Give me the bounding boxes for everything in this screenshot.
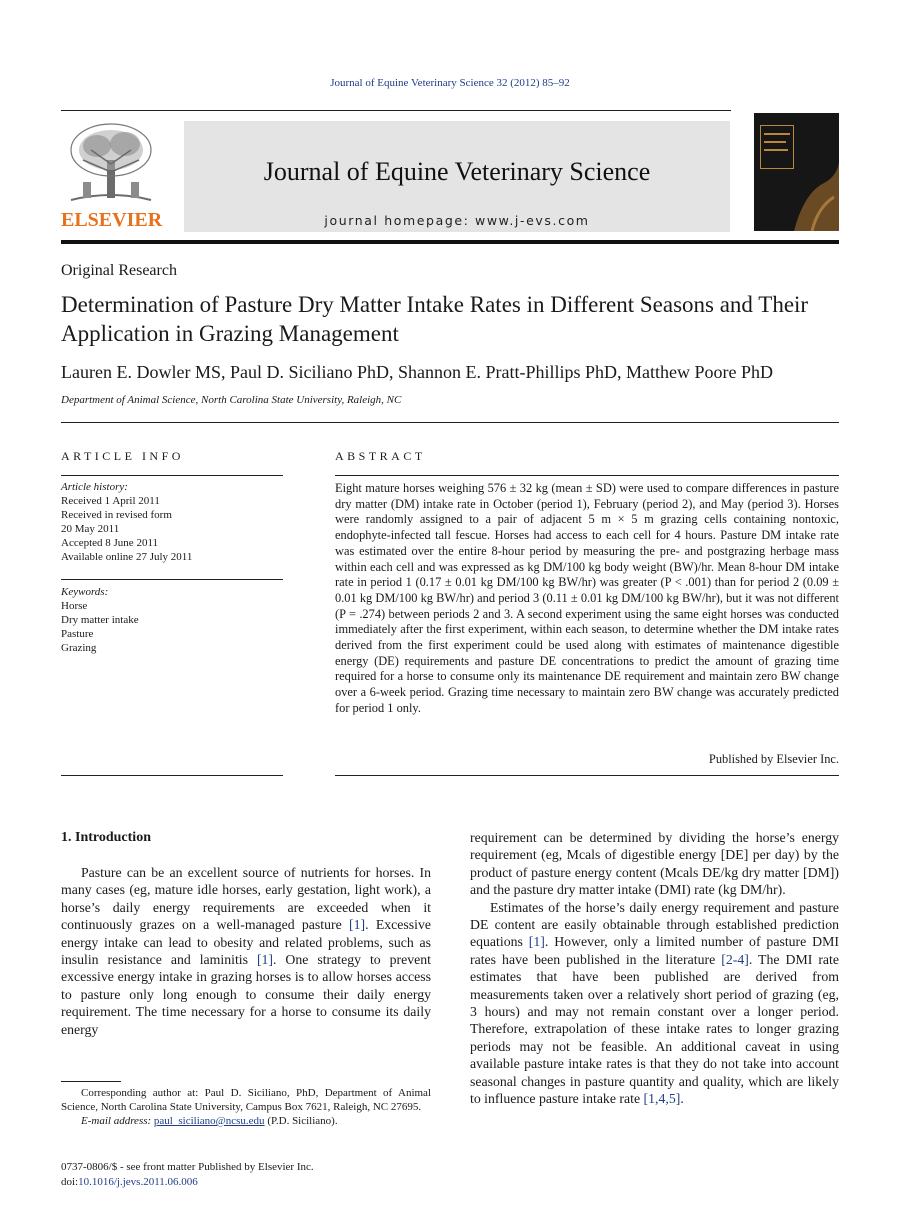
journal-title: Journal of Equine Veterinary Science xyxy=(263,157,651,186)
title-bottom-rule xyxy=(61,422,839,423)
keywords-rule xyxy=(61,579,283,580)
corresponding-author-footnote xyxy=(61,1086,431,1128)
keyword-item: Grazing xyxy=(61,642,97,654)
paragraph: requirement can be determined by dividing the horse’s energy requirement (eg, Mcals of digestible energy [DE] per day) by the product of pasture energy content (Mcals DE/kg dry matter [DM]) and the pasture dry matter intake (DMI) rate (kg DM/hr). xyxy=(470,830,839,898)
article-info-bottom-rule xyxy=(61,775,283,776)
header-rule xyxy=(61,110,731,111)
history-item: Received in revised form xyxy=(61,509,172,521)
history-item: 20 May 2011 xyxy=(61,523,120,535)
keyword-item: Pasture xyxy=(61,628,94,640)
journal-banner xyxy=(184,121,730,232)
tree-logo-icon xyxy=(61,120,161,210)
corresponding-author: Corresponding author at: Paul D. Siciliano, PhD, Department of Animal Science, North Carolina State University, Campus Box 7621, Raleigh, NC 27695. xyxy=(61,1087,431,1113)
paragraph: Pasture can be an excellent source of nutrients for horses. In many cases (eg, mature idle horses, early gestation, light work), a horse’s daily energy requirements are exceeded when it continuously grazes on a well-managed pasture [1]. Excessive energy intake can lead to obesity and related problems, such as insulin resistance and laminitis [1]. One strategy to prevent excessive energy intake in grazing horses is to allow horses access to pasture only long enough to consume their daily energy requirement. The time necessary for a horse to consume its daily energy xyxy=(61,865,432,1037)
elsevier-logo xyxy=(61,120,161,232)
reference-link[interactable]: [2-4] xyxy=(721,951,749,967)
article-info-rule xyxy=(61,475,283,476)
introduction-heading: 1. Introduction xyxy=(61,830,151,845)
paragraph: Estimates of the horse’s daily energy requirement and pasture DE content are easily obtainable through established prediction equations [1]. However, only a limited number of pasture DMI rates have been published in the literature [2-4]. The DMI rate estimates that have been published are derived from measurements taken over a relatively short period of grazing (eg, 3 hours) and may not remain constant over a longer period. Therefore, extrapolation of these intake rates to longer grazing periods may not be feasible. An additional caveat in using available pasture intake rates is that they do not take into account seasonal changes in pasture quantity and quality, which are likely to influence pasture intake rate [1,4,5]. xyxy=(470,899,840,1107)
history-item: Received 1 April 2011 xyxy=(61,495,160,507)
article-info-heading: ARTICLE INFO xyxy=(61,449,184,463)
journal-cover-thumbnail xyxy=(754,113,839,231)
email-line: E-mail address: paul_siciliano@ncsu.edu (P.D. Siciliano). xyxy=(81,1115,338,1127)
published-by: Published by Elsevier Inc. xyxy=(708,752,839,766)
keyword-item: Horse xyxy=(61,600,88,612)
journal-citation[interactable]: Journal of Equine Veterinary Science 32 (2012) 85–92 xyxy=(330,77,570,89)
keywords-label: Keywords: xyxy=(61,586,109,598)
elsevier-wordmark: ELSEVIER xyxy=(61,209,163,231)
doi-link[interactable]: 10.1016/j.jevs.2011.06.006 xyxy=(78,1176,198,1188)
copyright-line: 0737-0806/$ - see front matter Published by Elsevier Inc. xyxy=(61,1161,314,1173)
footnote-rule xyxy=(61,1081,121,1082)
article-history xyxy=(61,480,283,564)
cover-horse-icon xyxy=(784,163,839,231)
left-column xyxy=(61,864,431,1038)
reference-link[interactable]: [1] xyxy=(349,917,366,933)
article-type: Original Research xyxy=(61,262,177,279)
history-item: Available online 27 July 2011 xyxy=(61,551,193,563)
history-label: Article history: xyxy=(61,481,128,493)
right-column xyxy=(470,829,839,1108)
abstract-heading: ABSTRACT xyxy=(335,449,426,463)
history-item: Accepted 8 June 2011 xyxy=(61,537,159,549)
abstract-text: Eight mature horses weighing 576 ± 32 kg (mean ± SD) were used to compare differences in pasture dry matter (DM) intake rate in October (period 1), February (period 2), and May (period 3). Horses were randomly assigned to a pair of adjacent 5 m × 5 m grazing cells containing nontoxic, endophyte-infected tall fescue. Horses had access to each cell for 4 hours. Pasture DM intake rate was estimated over the entire 8-hour period by measuring the pre- and postgrazing herbage mass within each cell and was expressed as kg DM/100 kg body weight (BW)/hr. Mean 8-hour DM intake rate in period 1 (0.17 ± 0.01 kg DM/100 kg BW/hr) was greater (P < .001) than for period 2 (0.09 ± 0.01 kg DM/100 kg BW/hr) and period 3 (0.11 ± 0.01 kg DM/100 kg BW/hr), but it was not different (P = .274) between periods 2 and 3. A second experiment using the same eight horses was conducted immediately after the first experiment, within each season, to determine whether the DM intake rates derived from the first experiment could be used along with estimates of maintenance digestible energy (DE) requirements and pasture DE concentrations to predict the amount of grazing time required for a horse to consume only its maintenance DE requirement and maintain zero BW change over a 6-week period. Grazing time necessary to maintain zero BW change was accurately predicted for period 1 only. xyxy=(335,481,839,715)
keyword-item: Dry matter intake xyxy=(61,614,139,626)
doi-line: doi:10.1016/j.jevs.2011.06.006 xyxy=(61,1176,198,1188)
abstract-rule xyxy=(335,475,839,476)
affiliation: Department of Animal Science, North Carolina State University, Raleigh, NC xyxy=(61,394,402,406)
reference-link[interactable]: [1] xyxy=(528,934,545,950)
front-matter xyxy=(61,1160,314,1190)
abstract-bottom-rule xyxy=(335,775,839,776)
reference-link[interactable]: [1,4,5] xyxy=(643,1091,681,1107)
journal-homepage[interactable]: journal homepage: www.j-evs.com xyxy=(324,213,590,228)
author-list: Lauren E. Dowler MS, Paul D. Siciliano PhD, Shannon E. Pratt-Phillips PhD, Matthew Poore PhD xyxy=(61,362,773,382)
reference-link[interactable]: [1] xyxy=(256,952,274,968)
article-title: Determination of Pasture Dry Matter Intake Rates in Different Seasons and Their Application in Grazing Management xyxy=(61,292,809,346)
banner-bottom-rule xyxy=(61,240,839,244)
email-link[interactable]: paul_siciliano@ncsu.edu xyxy=(153,1115,265,1127)
keywords xyxy=(61,585,283,655)
